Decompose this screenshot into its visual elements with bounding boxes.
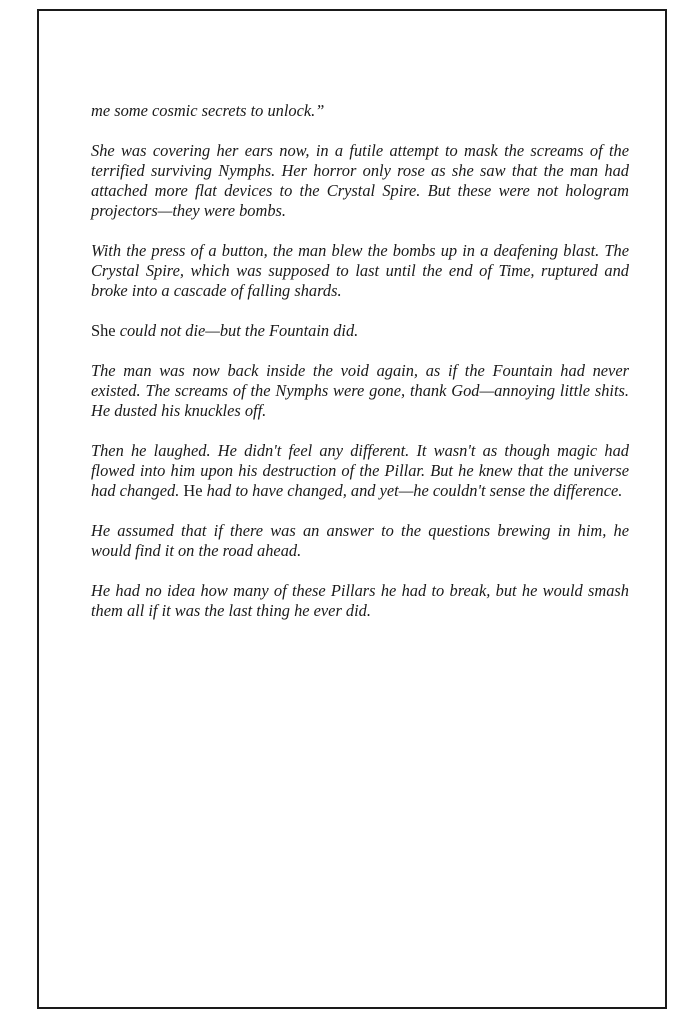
paragraph-7: He assumed that if there was an answer to the questions brewing in him, he would find it on the road ahead. bbox=[91, 521, 629, 560]
paragraph-3: With the press of a button, the man blew the bombs up in a deafening blast. The Crystal Spire, which was supposed to last until the end of Time, ruptured and broke into a cascade of falling shards. bbox=[91, 241, 629, 300]
laughed-part-2: He bbox=[179, 481, 203, 500]
paragraph-5: The man was now back inside the void again, as if the Fountain had never existed. The screams of the Nymphs were gone, thank God—annoying little shits. He dusted his knuckles off. bbox=[91, 361, 629, 420]
she-lead-word: She bbox=[91, 321, 116, 340]
page-frame bbox=[37, 9, 667, 1009]
paragraph-1: me some cosmic secrets to unlock.” bbox=[91, 101, 325, 120]
paragraph-laughed bbox=[91, 441, 629, 501]
laughed-part-3: had to have changed, and yet—he couldn't sense the difference. bbox=[202, 481, 623, 500]
she-line-rest: could not die—but the Fountain did. bbox=[115, 321, 359, 340]
paragraph-2: She was covering her ears now, in a futile attempt to mask the screams of the terrified surviving Nymphs. Her horror only rose as she saw that the man had attached more flat devices to the Crystal Spire. But these were not hologram projectors—they were bombs. bbox=[91, 141, 629, 220]
body-text bbox=[91, 101, 629, 641]
paragraph-8: He had no idea how many of these Pillars he had to break, but he would smash them all if it was the last thing he ever did. bbox=[91, 581, 629, 620]
paragraph-she-could-not-die bbox=[91, 321, 629, 341]
laughed-part-1: Then he laughed. He didn't feel any different. It wasn't as though magic had flowed into him upon his destruction of the Pillar. But he knew that the universe had changed. bbox=[91, 441, 629, 500]
